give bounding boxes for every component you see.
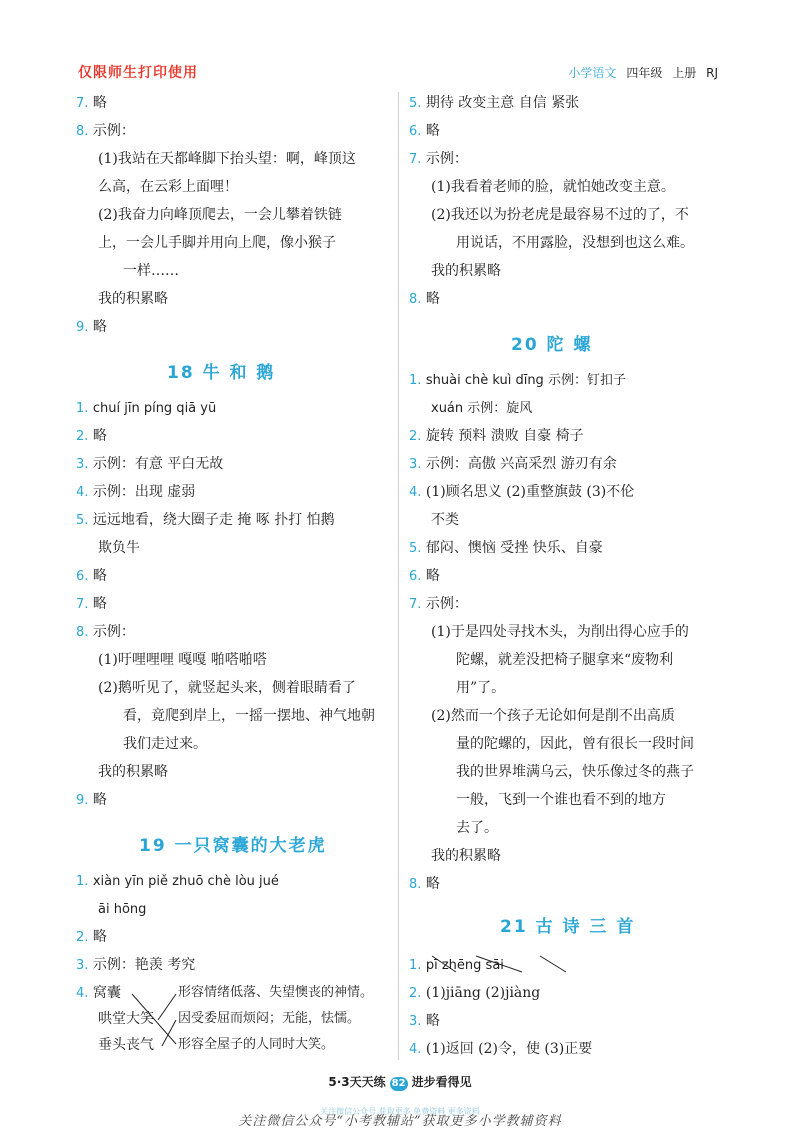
answer-line: 3. 示例：有意 平白无故: [76, 456, 224, 472]
answer-text: (1)我看着老师的脸，就怕她改变主意。: [431, 179, 675, 195]
answer-line: 1. pī zhēng sāi: [409, 958, 504, 973]
answer-text: 不类: [431, 512, 459, 528]
answer-text: 我们走过来。: [123, 736, 207, 752]
lesson-title-20: 20 陀 螺: [511, 335, 593, 355]
answer-text: (1)于是四处寻找木头，为削出得心应手的: [431, 624, 689, 640]
answer-text: (2)我奋力向峰顶爬去，一会儿攀着铁链: [98, 207, 342, 223]
answer-text: (2)我还以为扮老虎是最容易不过的了，不: [431, 207, 689, 223]
answer-text: āi hōng: [98, 902, 147, 917]
answer-line: 5. 期待 改变主意 自信 紧张: [409, 95, 580, 111]
answer-text: 看，竟爬到岸上，一摇一摆地、神气地朝: [123, 708, 375, 724]
answer-line: 8. 示例：: [76, 624, 135, 640]
page-footer: [0, 1073, 800, 1091]
answer-line: 8. 略: [409, 876, 440, 892]
answer-line: 4. (1)返回 (2)令，使 (3)正要: [409, 1041, 593, 1057]
answer-text: 么高，在云彩上面哩！: [98, 179, 238, 195]
answer-line: 5. 远远地看，绕大圈子走 掩 啄 扑打 怕鹅: [76, 512, 335, 528]
watermark-text: 关注微信公众号“小考教辅站”获取更多小学教辅资料: [238, 1114, 562, 1129]
answer-text: 垂头丧气: [98, 1037, 154, 1053]
answer-text: 陀螺，就差没把椅子腿拿来“废物利: [456, 652, 674, 668]
answer-line: 4. 示例：出现 虚弱: [76, 484, 196, 500]
answer-text: 我的积累略: [431, 848, 501, 864]
answer-text: xuán 示例：旋风: [431, 401, 533, 416]
answer-line: 2. 略: [76, 428, 107, 444]
answer-text: 我的积累略: [98, 291, 168, 307]
definition-text: 因受委屈而烦闷；无能，怯懦。: [178, 1011, 361, 1026]
answer-line: 4. 窝囊: [76, 985, 121, 1001]
page-number: 82: [390, 1077, 408, 1091]
answer-line: 7. 略: [76, 596, 107, 612]
answer-text: 去了。: [456, 820, 498, 836]
answer-line: 6. 略: [409, 568, 440, 584]
answer-text: 量的陀螺的，因此，曾有很长一段时间: [456, 736, 694, 752]
brand-name: 5·3天天练: [328, 1075, 386, 1089]
edition-label: RJ: [706, 66, 718, 80]
match-line: [132, 994, 176, 1044]
answer-line: 9. 略: [76, 792, 107, 808]
answer-line: 3. 略: [409, 1013, 440, 1029]
answer-line: 1. xiàn yīn piě zhuō chè lòu jué: [76, 874, 279, 889]
term-label: 上册: [672, 66, 697, 80]
answer-text: 欺负牛: [98, 540, 140, 556]
answer-line: 1. chuí jīn píng qiā yū: [76, 401, 217, 416]
answer-line: 2. 旋转 预料 溃败 自豪 椅子: [409, 428, 584, 444]
watermark-small: 关注微信公众号 获取更多 免费资料 更多资料: [320, 1107, 480, 1116]
pinyin-slash: [540, 956, 566, 972]
grade-label: 四年级: [626, 66, 663, 80]
answer-text: 我的积累略: [98, 764, 168, 780]
answer-line: 3. 示例：艳羡 考究: [76, 957, 196, 973]
lesson-title-18: 18 牛 和 鹅: [167, 363, 276, 383]
lesson-title-21: 21 古 诗 三 首: [500, 917, 636, 937]
answer-line: 7. 略: [76, 95, 107, 111]
print-notice: 仅限师生打印使用: [78, 65, 198, 81]
answer-line: 7. 示例：: [409, 596, 468, 612]
answer-text: 哄堂大笑: [98, 1011, 154, 1027]
definition-text: 形容情绪低落、失望懊丧的神情。: [178, 985, 374, 1000]
answer-line: 8. 略: [409, 291, 440, 307]
lesson-title-19: 19 一只窝囊的大老虎: [139, 836, 327, 856]
answer-line: 5. 郁闷、懊恼 受挫 快乐、自豪: [409, 540, 603, 556]
answer-text: 我的世界堆满乌云，快乐像过冬的燕子: [456, 764, 694, 780]
answer-line: 6. 略: [409, 123, 440, 139]
slogan: 进步看得见: [411, 1075, 472, 1089]
answer-line: 2. (1)jiāng (2)jiàng: [409, 985, 541, 1001]
answer-text: 用说话，不用露脸，没想到也这么难。: [456, 235, 694, 251]
answer-text: (1)我站在天都峰脚下抬头望：啊，峰顶这: [98, 151, 356, 167]
answer-line: 1. shuài chè kuì dīng 示例：钉扣子: [409, 373, 626, 388]
answer-text: 上，一会儿手脚并用向上爬，像小猴子: [98, 235, 336, 251]
match-line: [158, 994, 176, 1020]
answer-text: 一般，飞到一个谁也看不到的地方: [456, 792, 666, 808]
answer-line: 4. (1)顾名思义 (2)重整旗鼓 (3)不伦: [409, 484, 635, 500]
answer-line: 2. 略: [76, 929, 107, 945]
answer-line: 7. 示例：: [409, 151, 468, 167]
answer-line: 6. 略: [76, 568, 107, 584]
answer-text: (2)鹅听见了，就竖起头来，侧着眼睛看了: [98, 680, 356, 696]
answer-text: 用”了。: [456, 680, 506, 696]
definition-text: 形容全屋子的人同时大笑。: [178, 1037, 335, 1052]
answer-text: 我的积累略: [431, 263, 501, 279]
answer-text: 一样……: [123, 263, 179, 279]
answer-line: 9. 略: [76, 319, 107, 335]
answer-text: (1)吁哩哩哩 嘎嘎 啪嗒啪嗒: [98, 652, 267, 668]
subject-label: 小学语文: [568, 66, 617, 80]
answer-line: 3. 示例：高傲 兴高采烈 游刃有余: [409, 456, 617, 472]
answer-text: (2)然而一个孩子无论如何是削不出高质: [431, 708, 675, 724]
answer-line: 8. 示例：: [76, 123, 135, 139]
